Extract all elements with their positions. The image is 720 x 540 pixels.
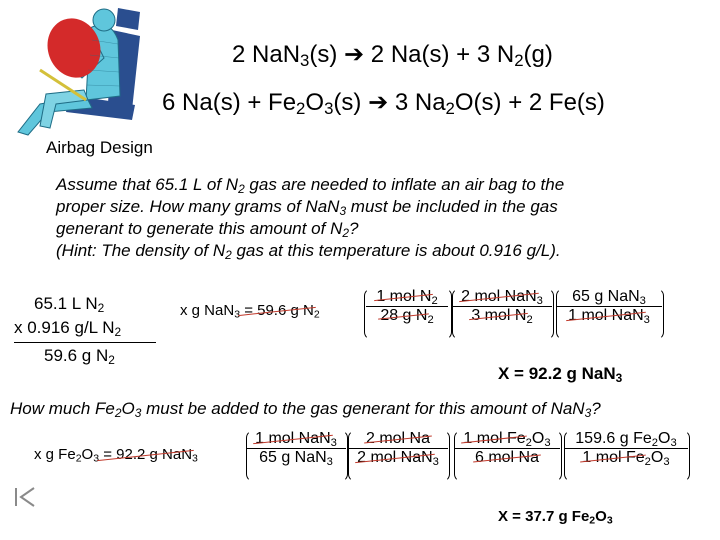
reaction-equation-1: 2 NaN$_3$(s) ➔ 2 Na(s) + 3 $N_2(g)$ (232, 41, 553, 71)
conversion-factor-2: 2 mol NaN$_3$ 3 mol $N_2$ (452, 288, 552, 325)
conversion-factor-7: 159.6 g $Fe_2O_3$ 1 mol $Fe_2O_3$ (564, 430, 688, 467)
question-2: How much $Fe_2O_3$ must be added to the gas generant for this amount of NaN$_3$? (10, 399, 601, 420)
conversion-factor-5: 2 mol Na 2 mol NaN$_3$ (348, 430, 448, 467)
conversion-factor-3: 65 g NaN$_3$ 1 mol NaN$_3$ (556, 288, 662, 325)
calc-divider (14, 342, 156, 343)
question-1: Assume that 65.1 L of $N_2$ gas are needed to inflate an air bag to the proper size. How many grams of NaN$_3$ must be included in the gas generant to generate this amount of $N_2$? (Hint: The density of $N_2$ gas at this temperature is about 0.916 g/L). (56, 175, 565, 262)
density-calc-result: 59.6 g $N_2$ (44, 346, 115, 367)
nan3-calc-lhs: x g NaN$_3$ = 59.6 g $N_2$ (180, 302, 320, 321)
first-slide-icon[interactable] (12, 486, 38, 508)
arrow-icon: ➔ (368, 89, 389, 116)
conversion-factor-6: 1 mol $Fe_2O_3$ 6 mol Na (454, 430, 560, 467)
density-calc-line-1: 65.1 L $N_2$ (34, 294, 105, 315)
reaction-equation-2: 6 $Na(s) + Fe_2O_3(s)$ ➔ 3 $Na_2O(s) + 2$ Fe(s) (162, 89, 605, 119)
arrow-icon: ➔ (344, 41, 365, 68)
fe2o3-calc-lhs: x g $Fe_2O_3 = 92.2$ g NaN$_3$ (34, 446, 198, 465)
conversion-factor-4: 1 mol NaN$_3$ 65 g NaN$_3$ (246, 430, 346, 467)
nan3-result: X = 92.2 g NaN$_3$ (498, 364, 623, 385)
conversion-factor-1: 1 mol $N_2$ 28 g $N_2$ (366, 288, 448, 325)
fe2o3-result: X = 37.7 g $Fe_2O_3$ (498, 508, 613, 527)
image-caption: Airbag Design (46, 138, 153, 157)
density-calc-line-2: x 0.916 g/L $N_2$ (14, 318, 122, 339)
airbag-illustration (0, 0, 170, 140)
